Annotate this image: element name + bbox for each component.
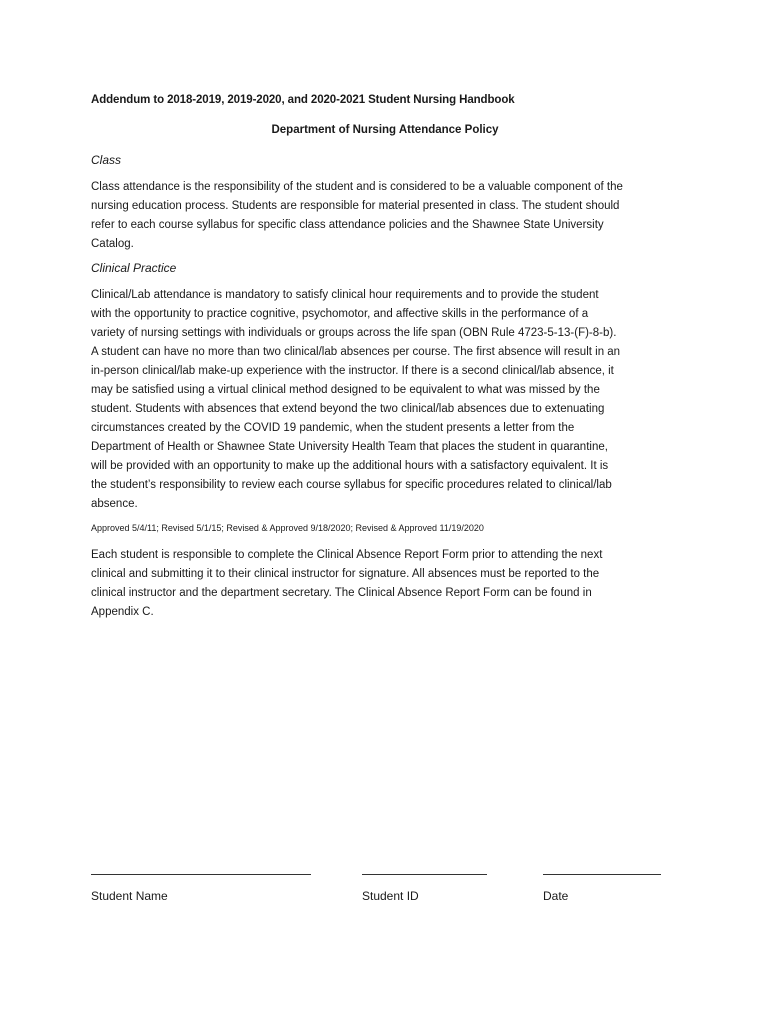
- student-id-signature-line[interactable]: [362, 860, 487, 875]
- clinical-paragraph-line: the student’s responsibility to review each course syllabus for specific procedures related to clinical/lab: [91, 479, 612, 491]
- absence-report-paragraph: [91, 546, 691, 622]
- absence-report-line: clinical instructor and the department secretary. The Clinical Absence Report Form can be found in: [91, 587, 592, 599]
- date-signature-line[interactable]: [543, 860, 661, 875]
- class-heading: Class: [91, 153, 122, 167]
- class-paragraph-line: Catalog.: [91, 238, 134, 250]
- clinical-practice-heading: Clinical Practice: [91, 261, 177, 275]
- student-id-label: Student ID: [362, 889, 419, 903]
- class-paragraph-line: Class attendance is the responsibility of the student and is considered to be a valuable component of the: [91, 181, 623, 193]
- clinical-paragraph-line: variety of nursing settings with individuals or groups across the life span (OBN Rule 4723-5-13-(F)-8-b).: [91, 327, 617, 339]
- absence-report-line: Each student is responsible to complete the Clinical Absence Report Form prior to attending the next: [91, 549, 603, 561]
- clinical-paragraph-line: in-person clinical/lab make-up experience with the instructor. If there is a second clinical/lab absence, it: [91, 365, 614, 377]
- class-paragraph: [91, 178, 691, 254]
- absence-report-line: clinical and submitting it to their clinical instructor for signature. All absences must be reported to the: [91, 568, 600, 580]
- policy-title: Department of Nursing Attendance Policy: [271, 124, 499, 136]
- clinical-paragraph-line: Clinical/Lab attendance is mandatory to satisfy clinical hour requirements and to provide the student: [91, 289, 599, 301]
- clinical-paragraph-line: may be satisfied using a virtual clinical method designed to be equivalent to what was missed by the: [91, 384, 600, 396]
- clinical-paragraph-line: circumstances created by the COVID 19 pandemic, when the student presents a letter from the: [91, 422, 575, 434]
- student-name-signature-line[interactable]: [91, 860, 311, 875]
- class-paragraph-line: nursing education process. Students are responsible for material presented in class. The student should: [91, 200, 620, 212]
- clinical-paragraph-line: with the opportunity to practice cognitive, psychomotor, and affective skills in the performance of a: [91, 308, 589, 320]
- clinical-paragraph: [91, 286, 691, 514]
- approval-history-note: Approved 5/4/11; Revised 5/1/15; Revised & Approved 9/18/2020; Revised & Approved 11/19/2020: [91, 523, 484, 533]
- absence-report-line: Appendix C.: [91, 606, 154, 618]
- clinical-paragraph-line: Department of Health or Shawnee State University Health Team that places the student in quarantine,: [91, 441, 608, 453]
- clinical-paragraph-line: absence.: [91, 498, 138, 510]
- document-title: Addendum to 2018-2019, 2019-2020, and 2020-2021 Student Nursing Handbook: [91, 94, 515, 106]
- clinical-paragraph-line: student. Students with absences that extend beyond the two clinical/lab absences due to extenuating: [91, 403, 605, 415]
- clinical-paragraph-line: will be provided with an opportunity to make up the additional hours with a satisfactory equivalent. It is: [91, 460, 609, 472]
- date-label: Date: [543, 889, 569, 903]
- student-name-label: Student Name: [91, 889, 168, 903]
- class-paragraph-line: refer to each course syllabus for specific class attendance policies and the Shawnee State University: [91, 219, 604, 231]
- clinical-paragraph-line: A student can have no more than two clinical/lab absences per course. The first absence will result in an: [91, 346, 621, 358]
